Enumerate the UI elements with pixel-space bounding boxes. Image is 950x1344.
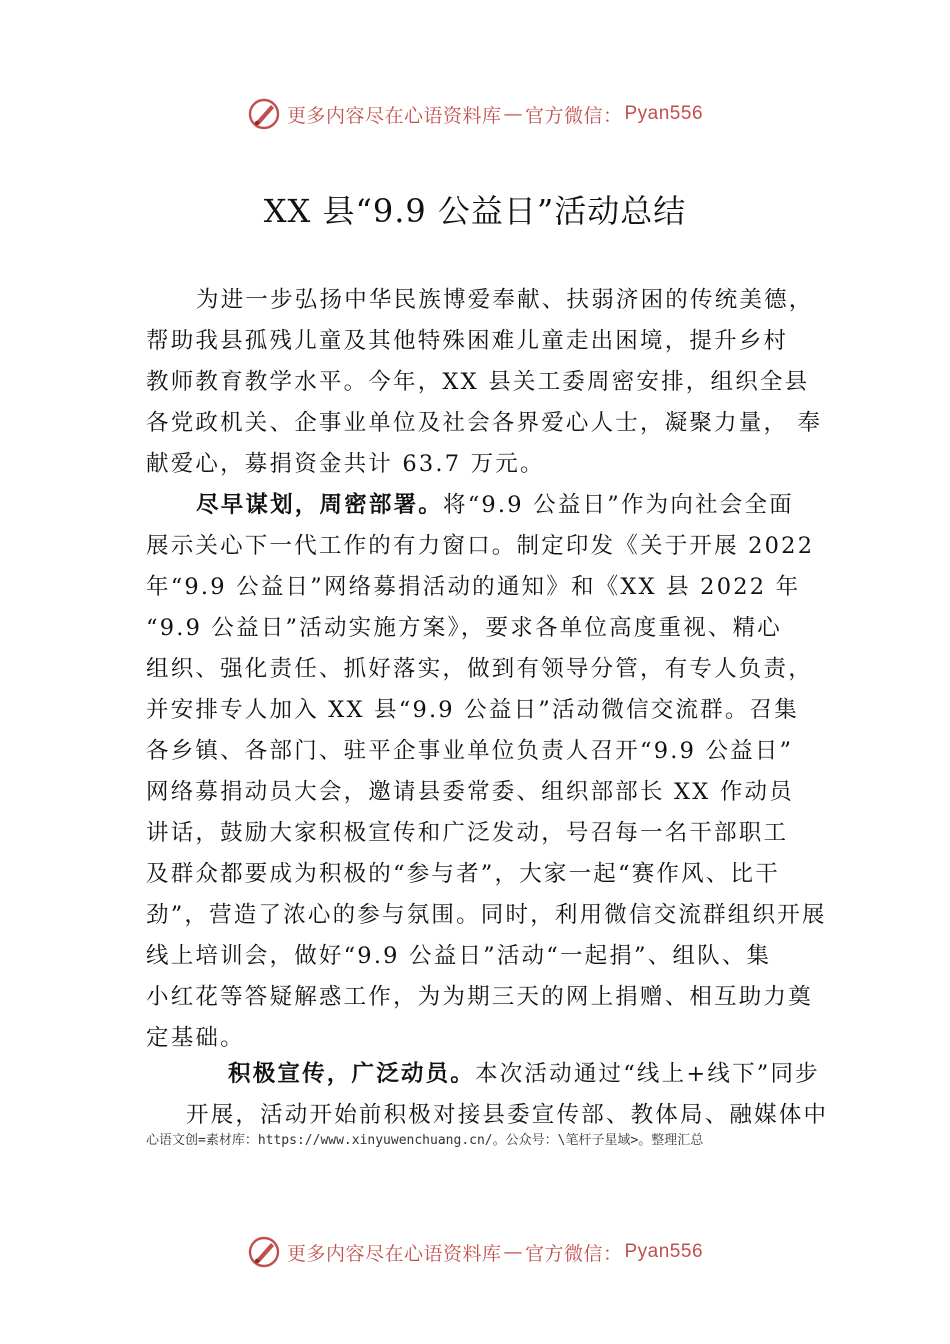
banner-official-label: 官方微信： bbox=[524, 104, 623, 127]
body-line: 开展，活动开始前积极对接县委宣传部、教体局、融媒体中 bbox=[186, 1102, 829, 1128]
body-line: 并安排专人加入 XX 县“9.9 公益日”活动微信交流群。召集 bbox=[146, 697, 799, 723]
banner-dash: — bbox=[503, 1241, 523, 1263]
banner-brand-text: 更多内容尽在心语资料库 bbox=[286, 1242, 502, 1265]
source-footnote: 心语文创=素材库：https://www.xinyuwenchuang.cn/。公众号：\笔杆子星域>。整理汇总 bbox=[146, 1133, 704, 1148]
body-line: 尽早谋划，周密部署。将“9.9 公益日”作为向社会全面 bbox=[196, 492, 794, 518]
body-line: 展示关心下一代工作的有力窗口。制定印发《关于开展 2022 bbox=[146, 533, 815, 559]
body-line: 各党政机关、企事业单位及社会各界爱心人士，凝聚力量， 奉 bbox=[146, 410, 823, 436]
body-line: 网络募捐动员大会，邀请县委常委、组织部部长 XX 作动员 bbox=[146, 779, 794, 805]
body-line: 为进一步弘扬中华民族博爱奉献、扶弱济困的传统美德， bbox=[196, 287, 814, 313]
banner-wechat-id: Pyan556 bbox=[624, 103, 704, 124]
body-line: 各乡镇、各部门、驻平企事业单位负责人召开“9.9 公益日” bbox=[146, 738, 794, 764]
body-line: “9.9 公益日”活动实施方案》，要求各单位高度重视、精心 bbox=[146, 615, 782, 641]
body-line: 组织、强化责任、抓好落实，做到有领导分管，有专人负责， bbox=[146, 656, 813, 682]
banner-brand-text: 更多内容尽在心语资料库 bbox=[286, 104, 502, 127]
body-line: 教师教育教学水平。今年，XX 县关工委周密安排，组织全县 bbox=[146, 369, 810, 395]
body-line: 年“9.9 公益日”网络募捐活动的通知》和《XX 县 2022 年 bbox=[146, 574, 801, 600]
banner-official-label: 官方微信： bbox=[524, 1242, 623, 1265]
pen-circle-logo-icon bbox=[247, 1235, 281, 1269]
document-title: XX 县“9.9 公益日”活动总结 bbox=[263, 192, 687, 230]
body-line: 小红花等答疑解惑工作，为为期三天的网上捐赠、相互助力奠 bbox=[146, 984, 813, 1010]
body-line: 讲话，鼓励大家积极宣传和广泛发动，号召每一名干部职工 bbox=[146, 820, 789, 846]
body-line: 线上培训会，做好“9.9 公益日”活动“一起捐”、组队、集 bbox=[146, 943, 772, 969]
body-line: 积极宣传，广泛动员。本次活动通过“线上+线下”同步 bbox=[228, 1061, 820, 1087]
section-heading-publicity: 积极宣传，广泛动员。 bbox=[228, 1061, 476, 1087]
pen-circle-logo-icon bbox=[247, 97, 281, 131]
footer-watermark-banner bbox=[0, 1232, 950, 1272]
body-line: 帮助我县孤残儿童及其他特殊困难儿童走出困境，提升乡村 bbox=[146, 328, 789, 354]
banner-wechat-id: Pyan556 bbox=[624, 1241, 704, 1262]
body-line: 及群众都要成为积极的“参与者”，大家一起“赛作风、比干 bbox=[146, 861, 780, 887]
banner-dash: — bbox=[503, 103, 523, 125]
body-line: 定基础。 bbox=[146, 1025, 245, 1051]
section-heading-planning: 尽早谋划，周密部署。 bbox=[196, 492, 444, 518]
body-line: 献爱心，募捐资金共计 63.7 万元。 bbox=[146, 451, 545, 477]
body-line: 劲”，营造了浓心的参与氛围。同时，利用微信交流群组织开展 bbox=[146, 902, 827, 928]
header-watermark-banner bbox=[0, 94, 950, 134]
